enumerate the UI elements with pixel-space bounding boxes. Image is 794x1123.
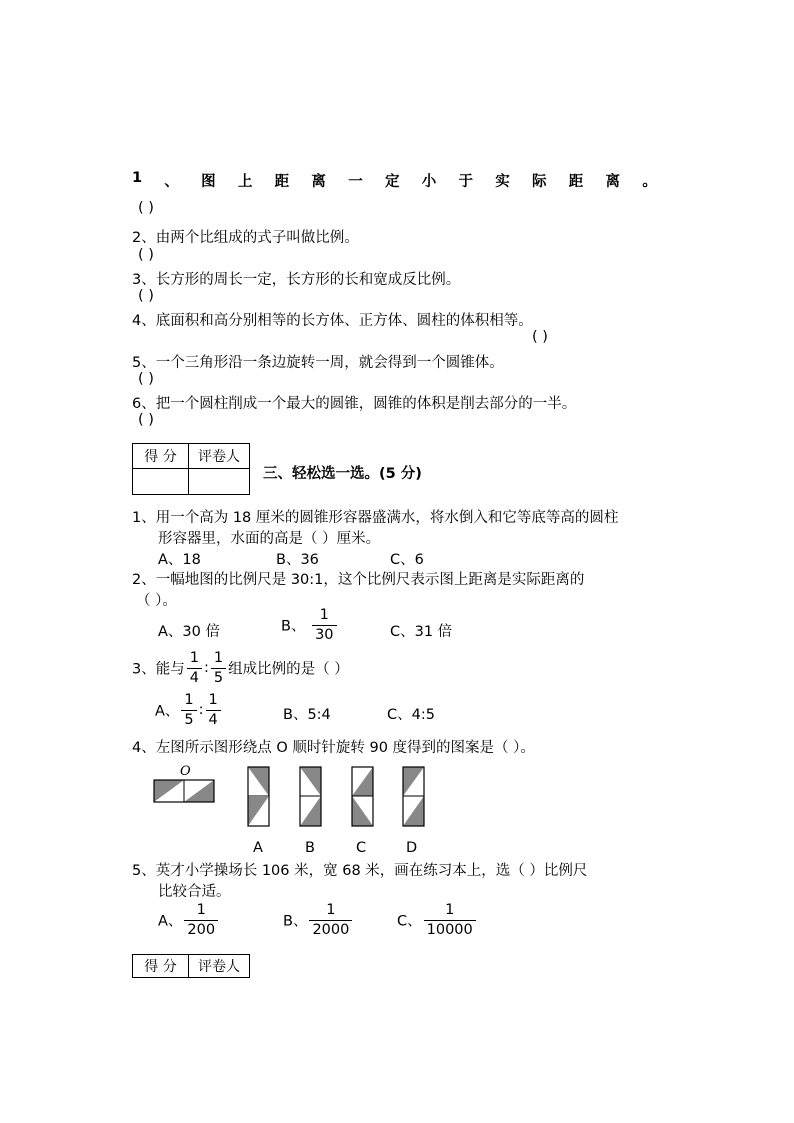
mc-q5-option-c[interactable]	[397, 903, 478, 937]
mc-q2-option-b-label: B、	[281, 618, 306, 635]
score-cell[interactable]	[133, 469, 189, 495]
mc-q1-option-c[interactable]: C、6	[390, 552, 424, 568]
mc-q3-option-a-fraction-1	[181, 693, 196, 727]
mc-q4-option-d-figure[interactable]	[402, 766, 426, 828]
mc-q5-option-c-fraction	[424, 903, 476, 937]
score-table	[132, 443, 250, 495]
ratio-colon: :	[203, 660, 209, 676]
fraction-denominator: 4	[206, 710, 221, 728]
mc-q4-option-b-figure[interactable]	[299, 766, 323, 828]
fraction-denominator: 30	[312, 625, 336, 643]
mc-q1-line2: 形容器里，水面的高是（ ）厘米。	[158, 531, 381, 547]
mc-q3-option-a[interactable]	[155, 693, 223, 727]
mc-q5-option-b-fraction	[309, 903, 352, 937]
tf-q1-char: 定	[384, 174, 400, 190]
tf-q1-char: 图	[201, 174, 216, 190]
mc-q2-line1: 2、一幅地图的比例尺是 30:1，这个比例尺表示图上距离是实际距离的	[132, 572, 585, 588]
mc-q3-option-c[interactable]: C、4:5	[387, 707, 435, 723]
tf-q1-char: 距	[568, 174, 584, 190]
mc-q3-option-a-label: A、	[155, 703, 180, 720]
mc-q4-label-c: C	[356, 840, 367, 856]
mc-q2-option-b[interactable]	[281, 608, 339, 642]
mc-q3-prefix: 3、能与	[132, 661, 185, 678]
mc-q1-option-b[interactable]: B、36	[276, 552, 319, 568]
fraction-denominator: 4	[187, 668, 202, 686]
tf-q1-char: 离	[605, 174, 621, 190]
fraction-numerator: 1	[196, 902, 206, 918]
fraction-denominator: 10000	[424, 920, 476, 938]
tf-q5-statement: 5、一个三角形沿一条边旋转一周，就会得到一个圆锥体。	[132, 355, 504, 371]
fraction-denominator: 5	[181, 710, 196, 728]
tf-q1-char: 离	[311, 174, 326, 190]
mc-q1-option-a[interactable]: A、18	[158, 552, 201, 568]
mc-q2-option-a[interactable]: A、30 倍	[158, 624, 220, 640]
mc-q1-line1: 1、用一个高为 18 厘米的圆锥形容器盛满水，将水倒入和它等底等高的圆柱	[132, 510, 619, 526]
mc-q3-suffix: 组成比例的是（ ）	[228, 661, 349, 678]
mc-q5-option-a-label: A、	[158, 913, 183, 930]
mc-q4-label-b: B	[305, 840, 315, 856]
tf-q1-char: 际	[532, 174, 547, 190]
fraction-denominator: 5	[211, 668, 226, 686]
mc-q3-fraction-2	[211, 651, 226, 685]
point-o-label: O	[180, 764, 191, 779]
mc-q5-option-b[interactable]	[283, 903, 354, 937]
mc-q5-line2: 比较合适。	[158, 884, 231, 900]
fraction-numerator: 1	[208, 692, 218, 708]
tf-q1-statement	[132, 170, 657, 191]
mc-q5-option-a[interactable]	[158, 903, 220, 937]
tf-q1-char: 上	[237, 174, 253, 190]
grader-cell[interactable]	[189, 469, 250, 495]
score-table-2	[132, 954, 250, 978]
grader-header: 评卷人	[189, 444, 250, 469]
tf-q1-char: 距	[274, 174, 290, 190]
tf-q1-char: 于	[458, 174, 473, 190]
mc-q2-line2: （ ）。	[136, 593, 177, 609]
mc-q3-fraction-1	[187, 651, 202, 685]
tf-q6-statement: 6、把一个圆柱削成一个最大的圆锥，圆锥的体积是削去部分的一半。	[132, 396, 577, 412]
fraction-denominator: 200	[184, 920, 218, 938]
tf-q4-answer-paren[interactable]: ( )	[532, 329, 548, 345]
tf-q3-answer-paren[interactable]: ( )	[138, 288, 154, 304]
mc-q4-option-c-figure[interactable]	[351, 766, 375, 828]
fraction-numerator: 1	[184, 692, 194, 708]
fraction-numerator: 1	[189, 650, 199, 666]
mc-q3-option-a-fraction-2	[206, 693, 221, 727]
mc-q2-option-b-fraction	[312, 608, 336, 642]
score-header: 得 分	[133, 444, 189, 469]
tf-q1-answer-paren[interactable]: ( )	[138, 200, 154, 216]
tf-q1-char: 。	[642, 174, 657, 190]
tf-q1-number: 1	[132, 170, 143, 186]
mc-q3-option-b[interactable]: B、5:4	[283, 707, 331, 723]
tf-q3-statement: 3、长方形的周长一定，长方形的长和宽成反比例。	[132, 272, 461, 288]
fraction-numerator: 1	[213, 650, 224, 666]
tf-q1-char: 实	[495, 174, 510, 190]
fraction-numerator: 1	[445, 902, 455, 918]
rotation-figure-original	[153, 778, 217, 806]
mc-q4-label-d: D	[406, 840, 418, 856]
tf-q1-char: 小	[421, 174, 437, 190]
fraction-denominator: 2000	[309, 920, 352, 938]
tf-q5-answer-paren[interactable]: ( )	[138, 371, 154, 387]
grader-header: 评卷人	[189, 955, 250, 978]
ratio-colon: :	[198, 702, 204, 718]
section-title: 三、轻松选一选。(5 分)	[263, 466, 422, 482]
mc-q3-stem	[132, 651, 349, 685]
mc-q4-label-a: A	[253, 840, 263, 856]
mc-q5-option-b-label: B、	[283, 913, 308, 930]
tf-q4-statement: 4、底面积和高分别相等的长方体、正方体、圆柱的体积相等。	[132, 313, 533, 329]
tf-q1-sep: 、	[164, 174, 179, 190]
tf-q2-statement: 2、由两个比组成的式子叫做比例。	[132, 230, 359, 246]
mc-q5-option-a-fraction	[184, 903, 218, 937]
fraction-numerator: 1	[319, 607, 329, 623]
mc-q5-line1: 5、英才小学操场长 106 米，宽 68 米，画在练习本上，选（ ）比例尺	[132, 863, 588, 879]
mc-q4-stem: 4、左图所示图形绕点 O 顺时针旋转 90 度得到的图案是（ ）。	[132, 740, 535, 756]
fraction-numerator: 1	[326, 902, 336, 918]
tf-q6-answer-paren[interactable]: ( )	[138, 412, 154, 428]
tf-q2-answer-paren[interactable]: ( )	[138, 247, 154, 263]
mc-q5-option-c-label: C、	[397, 913, 422, 930]
mc-q4-option-a-figure[interactable]	[247, 766, 271, 828]
mc-q2-option-c[interactable]: C、31 倍	[390, 624, 453, 640]
score-header: 得 分	[133, 955, 189, 978]
tf-q1-char: 一	[348, 174, 363, 190]
